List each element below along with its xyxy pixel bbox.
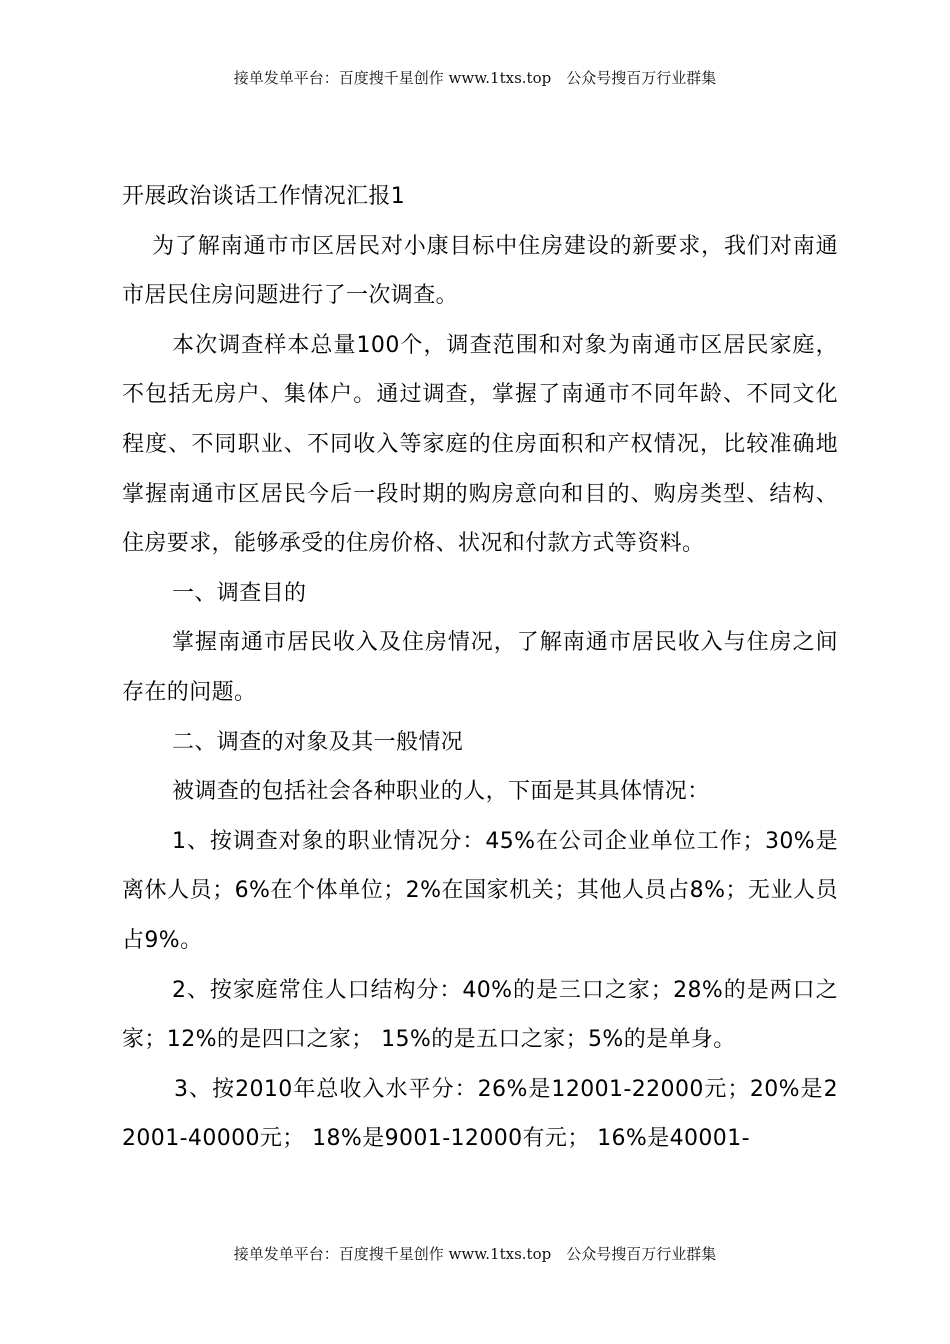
list-item-income: 3、按2010年总收入水平分：26%是12001-22000元；20%是22001-40000元； 18%是9001-12000有元； 16%是40001- <box>122 1076 838 1152</box>
paragraph-sample: 本次调查样本总量100个，调查范围和对象为南通市区居民家庭，不包括无房户、集体户。通过调查，掌握了南通市不同年龄、不同文化程度、不同职业、不同收入等家庭的住房面积和产权情况，比较准确地掌握南通市区居民今后一段时期的购房意向和目的、购房类型、结构、住房要求，能够承受的住房价格、状况和付款方式等资料。 <box>122 332 838 557</box>
list-item-occupation: 1、按调查对象的职业情况分：45%在公司企业单位工作；30%是离休人员；6%在个体单位；2%在国家机关；其他人员占8%；无业人员占9%。 <box>122 828 838 953</box>
page-header: 接单发单平台：百度搜千星创作 www.1txs.top 公众号搜百万行业群集 <box>233 69 717 87</box>
document-title: 开展政治谈话工作情况汇报1 <box>122 184 406 209</box>
page-footer: 接单发单平台：百度搜千星创作 www.1txs.top 公众号搜百万行业群集 <box>233 1245 717 1263</box>
paragraph-subjects: 被调查的包括社会各种职业的人，下面是其具体情况： <box>172 779 710 805</box>
heading-subjects: 二、调查的对象及其一般情况 <box>172 729 464 755</box>
paragraph-intro: 为了解南通市市区居民对小康目标中住房建设的新要求，我们对南通市居民住房问题进行了一次调查。 <box>122 233 838 309</box>
heading-purpose: 一、调查目的 <box>172 580 307 606</box>
paragraph-purpose: 掌握南通市居民收入及住房情况，了解南通市居民收入与住房之间存在的问题。 <box>122 630 838 705</box>
list-item-household: 2、按家庭常住人口结构分：40%的是三口之家；28%的是两口之家；12%的是四口之家； 15%的是五口之家；5%的是单身。 <box>122 977 838 1053</box>
document-body <box>122 172 838 1164</box>
